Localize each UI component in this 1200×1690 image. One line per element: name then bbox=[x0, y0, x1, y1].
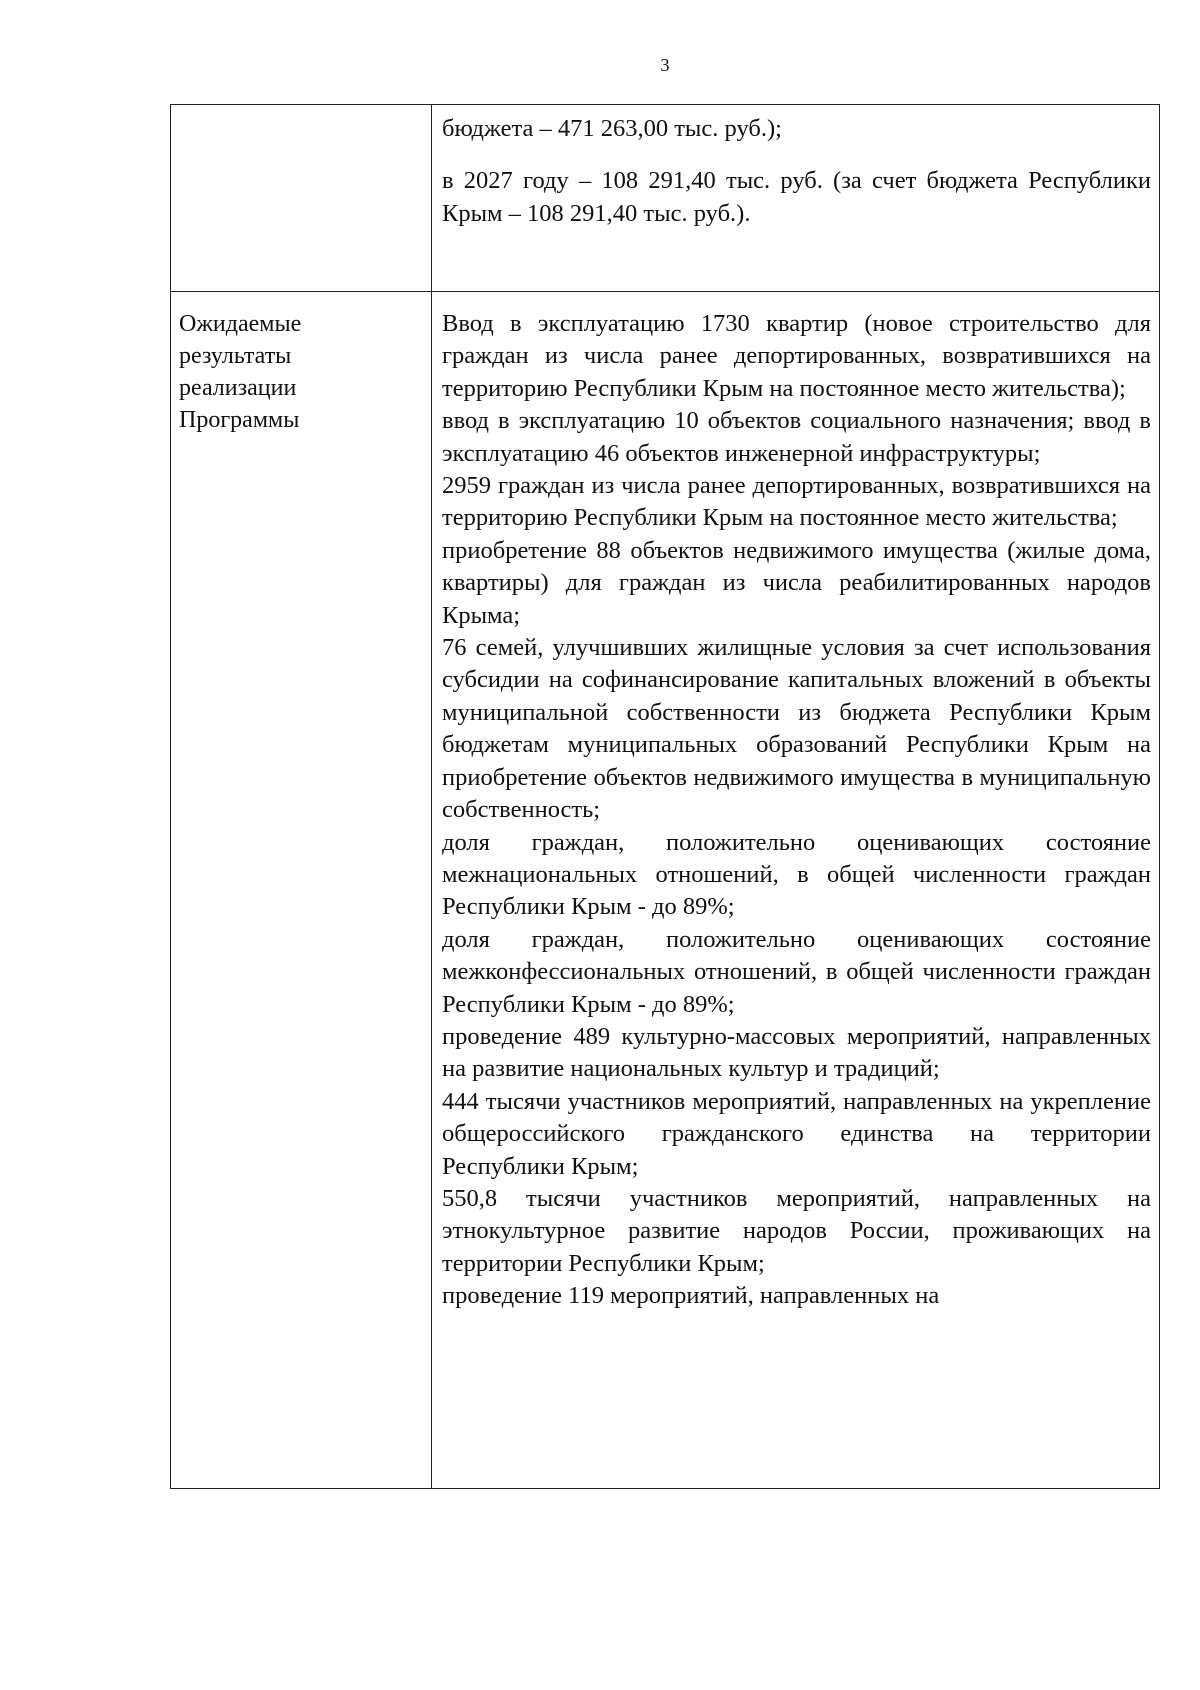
funding-text-cell bbox=[432, 105, 1159, 291]
row-label-line: результаты bbox=[179, 343, 292, 369]
program-passport-table bbox=[170, 104, 1160, 1489]
result-item: Ввод в эксплуатацию 1730 квартир (новое строительство для граждан из числа ранее депортированных, возвратившихся на территорию Республики Крым на постоянное место жительства); bbox=[442, 310, 1151, 402]
row-label-line: реализации bbox=[179, 375, 297, 401]
funding-paragraph: в 2027 году – 108 291,40 тыс. руб. (за счет бюджета Республики Крым – 108 291,40 тыс. руб.). bbox=[442, 167, 1151, 227]
result-item: 76 семей, улучшивших жилищные условия за счет использования субсидии на софинансирование капитальных вложений в объекты муниципальной собственности из бюджета Республики Крым бюджетам муниципальных образований Республики Крым на приобретение объектов недвижимого имущества в муниципальную собственность; bbox=[442, 634, 1151, 824]
result-item: ввод в эксплуатацию 10 объектов социального назначения; ввод в эксплуатацию 46 объектов инженерной инфраструктуры; bbox=[442, 407, 1151, 467]
row-label-cell bbox=[171, 105, 432, 291]
row-label-line: Ожидаемые bbox=[179, 311, 302, 337]
result-item: 550,8 тысячи участников мероприятий, направленных на этнокультурное развитие народов России, проживающих на территории Республики Крым; bbox=[442, 1184, 1151, 1277]
row-label-cell bbox=[171, 292, 432, 1488]
result-item: доля граждан, положительно оценивающих состояние межнациональных отношений, в общей численности граждан Республики Крым - до 89%; bbox=[442, 828, 1151, 921]
result-item: приобретение 88 объектов недвижимого имущества (жилые дома, квартиры) для граждан из числа реабилитированных народов Крыма; bbox=[442, 536, 1151, 629]
result-item: проведение 119 мероприятий, направленных на bbox=[442, 1282, 940, 1310]
result-item: проведение 489 культурно-массовых мероприятий, направленных на развитие национальных культур и традиций; bbox=[442, 1022, 1151, 1083]
row-label-line: Программы bbox=[179, 407, 300, 433]
result-item: доля граждан, положительно оценивающих состояние межконфессиональных отношений, в общей численности граждан Республики Крым - до 89%; bbox=[442, 925, 1151, 1018]
result-item: 444 тысячи участников мероприятий, направленных на укрепление общероссийского гражданского единства на территории Республики Крым; bbox=[442, 1087, 1151, 1180]
expected-results-cell bbox=[432, 292, 1159, 1488]
table-row-funding-continuation bbox=[171, 105, 1159, 291]
result-item: 2959 граждан из числа ранее депортированных, возвратившихся на территорию Республики Крым на постоянное место жительства; bbox=[442, 472, 1151, 532]
funding-paragraph: бюджета – 471 263,00 тыс. руб.); bbox=[442, 115, 782, 142]
table-row-expected-results bbox=[171, 291, 1159, 1488]
page-number: 3 bbox=[660, 55, 670, 75]
